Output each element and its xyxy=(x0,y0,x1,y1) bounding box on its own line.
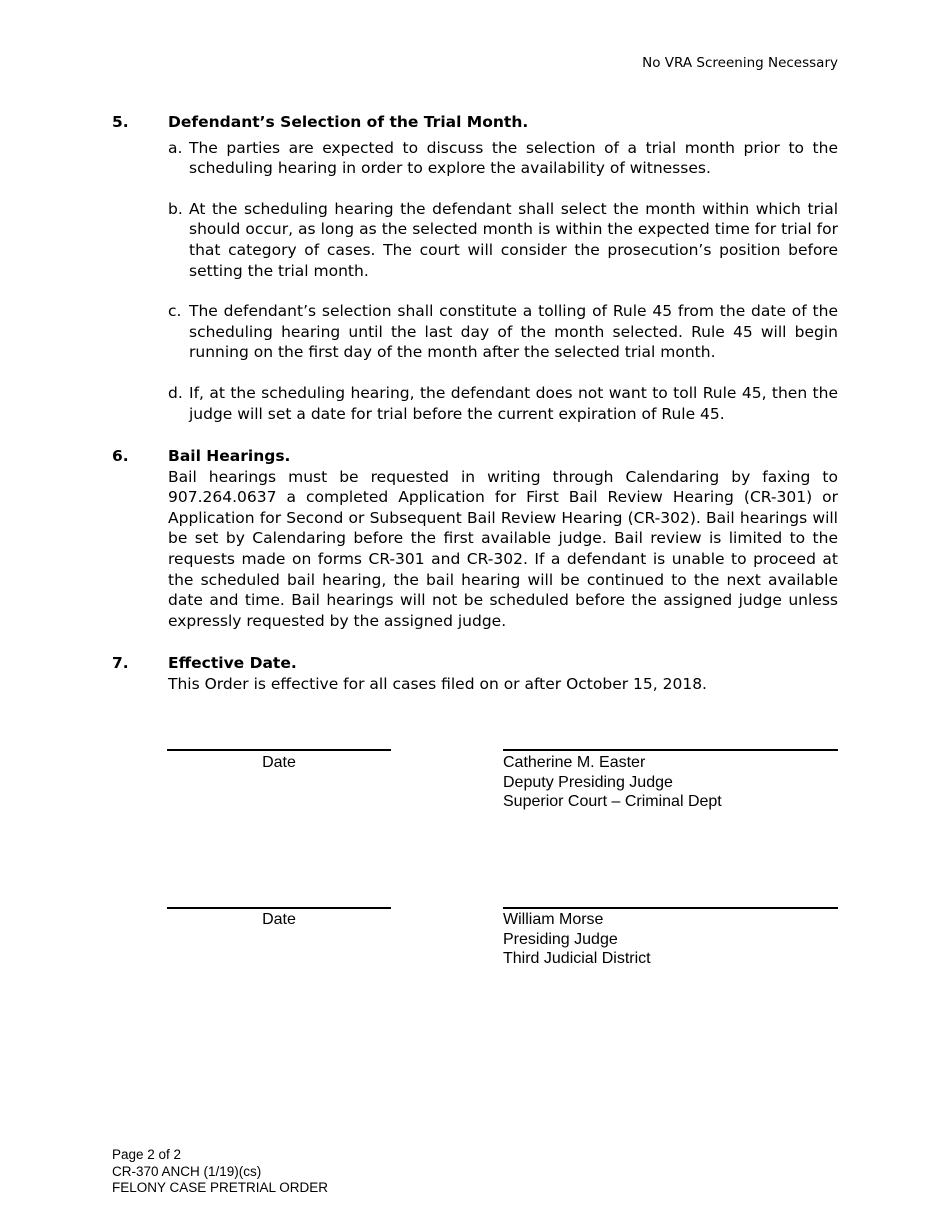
date-signature-line xyxy=(167,907,391,909)
section-heading xyxy=(112,446,838,467)
screening-note: No VRA Screening Necessary xyxy=(642,55,838,71)
signature-block xyxy=(503,910,651,969)
judge-signature-line xyxy=(503,749,838,751)
section-title: Effective Date. xyxy=(168,654,297,672)
section-body: Bail hearings must be requested in writing through Calendaring by faxing to 907.264.0637 a completed Application for First Bail Review Hearing (CR-301) or Application for Second or Subsequent Bail Review Hearing (CR-302). Bail hearings will be set by Calendaring before the first available judge. Bail review is limited to the requests made on forms CR-301 and CR-302. If a defendant is unable to proceed at the scheduled bail hearing, the bail hearing will be continued to the next available date and time. Bail hearings will not be scheduled before the assigned judge unless expressly requested by the assigned judge. xyxy=(168,467,838,630)
date-label: Date xyxy=(262,911,296,928)
section-number: 5. xyxy=(112,113,129,131)
date-label: Date xyxy=(262,754,296,771)
list-item-d xyxy=(168,383,838,424)
list-item-a xyxy=(168,138,838,179)
item-text: The parties are expected to discuss the selection of a trial month prior to the scheduling hearing in order to explore the availability of witnesses. xyxy=(189,138,838,178)
section-title: Defendant’s Selection of the Trial Month. xyxy=(168,113,529,131)
date-signature-line xyxy=(167,749,391,751)
item-letter: b. xyxy=(168,199,183,218)
item-letter: c. xyxy=(168,302,182,321)
judge-name: Catherine M. Easter xyxy=(503,754,646,771)
section-heading xyxy=(112,112,838,133)
section-5 xyxy=(112,112,838,424)
section-body: This Order is effective for all cases filed on or after October 15, 2018. xyxy=(168,674,707,693)
section-number: 7. xyxy=(112,654,129,672)
item-letter: d. xyxy=(168,383,183,402)
judge-title: Presiding Judge xyxy=(503,930,618,948)
section-6 xyxy=(112,446,838,631)
judge-name: William Morse xyxy=(503,911,604,928)
form-code: CR-370 ANCH (1/19)(cs) xyxy=(112,1163,262,1179)
section-number: 6. xyxy=(112,447,129,465)
judge-org: Third Judicial District xyxy=(503,950,651,967)
page-footer xyxy=(112,1147,328,1197)
item-text: At the scheduling hearing the defendant shall select the month within which trial should occur, as long as the selected month is within the expected time for trial for that category of cases. The court will consider the prosecution’s position before setting the trial month. xyxy=(189,199,838,280)
form-title: FELONY CASE PRETRIAL ORDER xyxy=(112,1180,329,1195)
list-item-c xyxy=(168,301,838,363)
item-letter: a. xyxy=(168,138,183,157)
judge-org: Superior Court – Criminal Dept xyxy=(503,793,722,810)
judge-signature-line xyxy=(503,907,838,909)
judge-title: Deputy Presiding Judge xyxy=(503,773,673,791)
item-text: The defendant’s selection shall constitute a tolling of Rule 45 from the date of the scheduling hearing until the last day of the month selected. Rule 45 will begin running on the first day of the month after the selected trial month. xyxy=(189,302,838,362)
section-heading xyxy=(112,653,838,674)
section-7 xyxy=(112,653,838,694)
item-text: If, at the scheduling hearing, the defendant does not want to toll Rule 45, then the judge will set a date for trial before the current expiration of Rule 45. xyxy=(189,383,838,423)
list-item-b xyxy=(168,199,838,281)
section-title: Bail Hearings. xyxy=(168,447,291,465)
page-number: Page 2 of 2 xyxy=(112,1147,182,1162)
signature-block xyxy=(503,753,722,812)
